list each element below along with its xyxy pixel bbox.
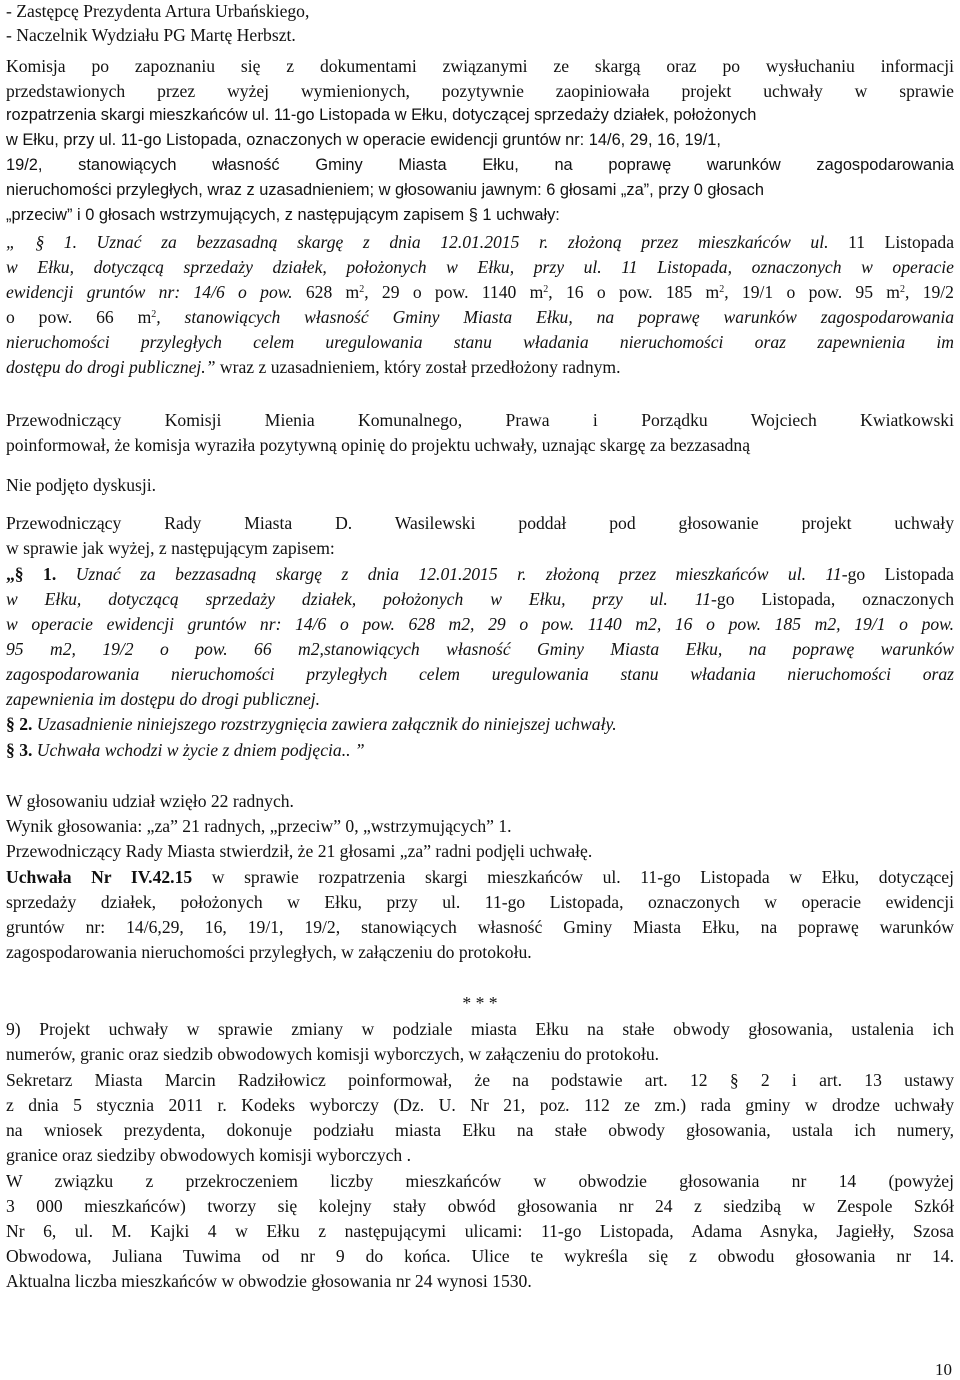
text-run: Aktualna liczba mieszkańców w obwodzie głosowania nr 24 wynosi 1530. — [6, 1271, 532, 1291]
text-line-l28 — [6, 739, 365, 761]
text-line-l13 — [6, 306, 954, 328]
text-run: , 19/2 — [905, 282, 954, 302]
superscript: 2 — [719, 284, 725, 295]
text-run: z dnia 5 stycznia 2011 r. Kodeks wyborczy (Dz. U. Nr 21, poz. 112 ze zm.) rada gminy w drodze uchwały — [6, 1095, 954, 1115]
text-line-l42 — [6, 1144, 411, 1166]
text-run: „ § 1. Uznać za bezzasadną skargę z dnia 12.01.2015 r. złożoną przez mieszkańców ul. — [6, 232, 849, 252]
page-number: 10 — [935, 1360, 952, 1379]
text-run: Przewodniczący Rady Miasta D. Wasilewski poddał pod głosowanie projekt uchwały — [6, 513, 954, 533]
text-line-l23 — [6, 613, 954, 635]
text-run: 95 m2, 19/2 o pow. 66 m2,stanowiących własność Gminy Miasta Ełku, na poprawę warunków — [6, 639, 954, 659]
text-line-l03 — [6, 55, 954, 77]
text-run: - Zastępcę Prezydenta Artura Urbańskiego, — [6, 1, 310, 21]
text-run: Uzasadnienie niniejszego rozstrzygnięcia zawiera załącznik do niniejszej uchwały. — [36, 714, 617, 734]
text-line-l17 — [6, 434, 750, 456]
text-line-l19 — [6, 512, 954, 534]
text-run: rozpatrzenia skargi mieszkańców ul. 11-go Listopada w Ełku, dotyczącej sprzedaży działek, położonych — [6, 106, 757, 124]
text-run: 19/2, stanowiących własność Gminy Miasta Ełku, na poprawę warunków zagospodarowania — [6, 156, 954, 174]
text-run: „§ 1. — [6, 564, 76, 584]
text-line-l02 — [6, 24, 296, 46]
text-line-l12 — [6, 281, 954, 303]
text-run: § 3. — [6, 740, 37, 760]
text-line-l01 — [6, 0, 309, 22]
text-run: Sekretarz Miasta Marcin Radziłowicz poinformował, że na podstawie art. 12 § 2 i art. 13 ustawy — [6, 1070, 954, 1090]
text-run: 11 Listopada, oznaczonych w operacie — [621, 257, 954, 277]
text-run: granice oraz siedziby obwodowych komisji wyborczych . — [6, 1145, 412, 1165]
text-line-l05 — [6, 104, 756, 126]
text-run: 11 Listopada — [848, 232, 955, 252]
text-run: Uchwała Nr IV.42.15 — [6, 867, 193, 887]
text-line-l11 — [6, 256, 954, 278]
text-line-l07 — [6, 154, 954, 176]
superscript: 2 — [151, 309, 157, 320]
text-line-l25 — [6, 663, 954, 685]
text-line-l37 — [6, 1018, 954, 1040]
text-run: poinformował, że komisja wyraziła pozytywną opinię do projektu uchwały, uznając skargę za bezzasadną — [6, 435, 751, 455]
text-run: Uchwała wchodzi w życie z dniem podjęcia.. ” — [36, 740, 365, 760]
text-line-l10 — [6, 231, 954, 253]
text-line-l15 — [6, 356, 621, 378]
text-run: dostępu do drogi publicznej.” — [6, 357, 220, 377]
text-line-l45 — [6, 1220, 954, 1242]
text-run: W związku z przekroczeniem liczby mieszkańców w obwodzie głosowania nr 14 (powyżej — [6, 1171, 954, 1191]
text-line-l09 — [6, 204, 560, 226]
text-line-l32 — [6, 866, 954, 888]
text-run: numerów, granic oraz siedzib obwodowych komisji wyborczych, w załączeniu do protokołu. — [6, 1044, 660, 1064]
text-run: Komisja po zapoznaniu się z dokumentami związanymi ze skargą oraz po wysłuchaniu informacji — [6, 56, 954, 76]
text-run: , 16 o pow. 185 m — [548, 282, 720, 302]
text-line-l06 — [6, 129, 721, 151]
text-line-l26 — [6, 688, 320, 710]
text-run: na wniosek prezydenta, dokonuje podziału miasta Ełku na stałe obwody głosowania, ustala ich numery, — [6, 1120, 954, 1140]
text-line-l38 — [6, 1043, 659, 1065]
text-run: w Ełku, dotyczącą sprzedaży działek, położonych w Ełku, przy ul. — [6, 257, 622, 277]
text-run: , 19/1 o pow. 95 m — [724, 282, 900, 302]
text-line-l29 — [6, 790, 294, 812]
text-run: go Listopada, oznaczonych — [716, 589, 955, 609]
text-run: , 29 o pow. 1140 m — [364, 282, 544, 302]
text-line-l30 — [6, 815, 512, 837]
text-line-l27 — [6, 713, 617, 735]
superscript: 2 — [900, 284, 905, 295]
text-line-l40 — [6, 1094, 954, 1116]
superscript: 2 — [543, 284, 549, 295]
text-run: , stanowiących własność Gminy Miasta Ełku, na poprawę warunków zagospodarowania — [156, 307, 955, 327]
text-run: zagospodarowania nieruchomości przyległych celem uregulowania stanu władania nieruchomości oraz — [6, 664, 954, 684]
text-line-l20 — [6, 537, 335, 559]
text-run: gruntów nr: 14/6,29, 16, 19/1, 19/2, stanowiących własność Gminy Miasta Ełku, na poprawę warunków — [6, 917, 954, 937]
text-line-l18 — [6, 474, 156, 496]
text-line-l31 — [6, 840, 592, 862]
text-line-l33 — [6, 891, 954, 913]
superscript: 2 — [359, 284, 365, 295]
text-run: * * * — [462, 993, 498, 1013]
text-run: wraz z uzasadnieniem, który został przedłożony radnym. — [219, 357, 621, 377]
text-line-l04 — [6, 80, 954, 102]
text-run: ewidencji gruntów nr: 14/6 o pow. — [6, 282, 306, 302]
text-run: zagospodarowania nieruchomości przyległych, w załączeniu do protokołu. — [6, 942, 532, 962]
text-run: Nr 6, ul. M. Kajki 4 w Ełku z następującymi ulicami: 11-go Listopada, Adama Asnyka, Jagiełły, Szosa — [6, 1221, 954, 1241]
text-run: 9) Projekt uchwały w sprawie zmiany w podziale miasta Ełku na stałe obwody głosowania, ustalenia ich — [6, 1019, 954, 1039]
text-line-l21 — [6, 563, 954, 585]
text-run: Nie podjęto dyskusji. — [6, 475, 157, 495]
text-line-l36 — [0, 992, 960, 1014]
text-run: 628 m — [305, 282, 360, 302]
text-run: przedstawionych przez wyżej wymienionych, pozytywnie zaopiniowała projekt uchwały w sprawie — [6, 81, 954, 101]
text-line-l08 — [6, 179, 764, 201]
text-run: - Naczelnik Wydziału PG Martę Herbszt. — [6, 25, 296, 45]
text-run: w sprawie rozpatrzenia skargi mieszkańców ul. 11-go Listopada w Ełku, dotyczącej — [192, 867, 955, 887]
text-run: nieruchomości przyległych, wraz z uzasadnieniem; w głosowaniu jawnym: 6 głosami „za”, przy 0 głosach — [6, 181, 764, 199]
text-line-l16 — [6, 409, 954, 431]
text-run: zapewnienia im dostępu do drogi publicznej. — [6, 689, 321, 709]
text-line-l43 — [6, 1170, 954, 1192]
text-line-l39 — [6, 1069, 954, 1091]
text-line-l47 — [6, 1270, 532, 1292]
text-line-l24 — [6, 638, 954, 660]
text-line-l35 — [6, 941, 532, 963]
text-run: w sprawie jak wyżej, z następującym zapisem: — [6, 538, 335, 558]
text-line-l46 — [6, 1245, 954, 1267]
text-run: w operacie ewidencji gruntów nr: 14/6 o pow. 628 m2, 29 o pow. 1140 m2, 16 o pow. 185 m2, 19/1 o pow. — [6, 614, 954, 634]
text-run: nieruchomości przyległych celem uregulowania stanu władania nieruchomości oraz zapewnienia im — [6, 332, 954, 352]
text-run: § 2. — [6, 714, 37, 734]
text-line-l44 — [6, 1195, 954, 1217]
text-run: w Ełku, przy ul. 11-go Listopada, oznaczonych w operacie ewidencji gruntów nr: 14/6, 29, 16, 19/1, — [6, 131, 721, 149]
text-line-l41 — [6, 1119, 954, 1141]
text-run: Przewodniczący Rady Miasta stwierdził, że 21 głosami „za” radni podjęli uchwałę. — [6, 841, 593, 861]
text-run: Wynik głosowania: „za” 21 radnych, „przeciw” 0, „wstrzymujących” 1. — [6, 816, 512, 836]
text-run: Przewodniczący Komisji Mienia Komunalnego, Prawa i Porządku Wojciech Kwiatkowski — [6, 410, 954, 430]
text-run: 3 000 mieszkańców) tworzy się kolejny stały obwód głosowania nr 24 z siedzibą w Zespole Szkół — [6, 1196, 954, 1216]
text-run: o pow. 66 m — [6, 307, 152, 327]
text-run: „przeciw” i 0 głosach wstrzymujących, z następującym zapisem § 1 uchwały: — [6, 206, 560, 224]
text-run: Uznać za bezzasadną skargę z dnia 12.01.2015 r. złożoną przez mieszkańców ul. 11- — [75, 564, 848, 584]
text-run: Obwodowa, Juliana Tuwima od nr 9 do końca. Ulice te wykreśla się z obwodu głosowania nr 14. — [6, 1246, 954, 1266]
text-line-l34 — [6, 916, 954, 938]
text-run: sprzedaży działek, położonych w Ełku, przy ul. 11-go Listopada, oznaczonych w operacie ewidencji — [6, 892, 954, 912]
text-run: go Listopada — [847, 564, 954, 584]
text-run: W głosowaniu udział wzięło 22 radnych. — [6, 791, 294, 811]
text-run: w Ełku, dotyczącą sprzedaży działek, położonych w Ełku, przy ul. 11- — [6, 589, 717, 609]
text-line-l22 — [6, 588, 954, 610]
text-line-l14 — [6, 331, 954, 353]
